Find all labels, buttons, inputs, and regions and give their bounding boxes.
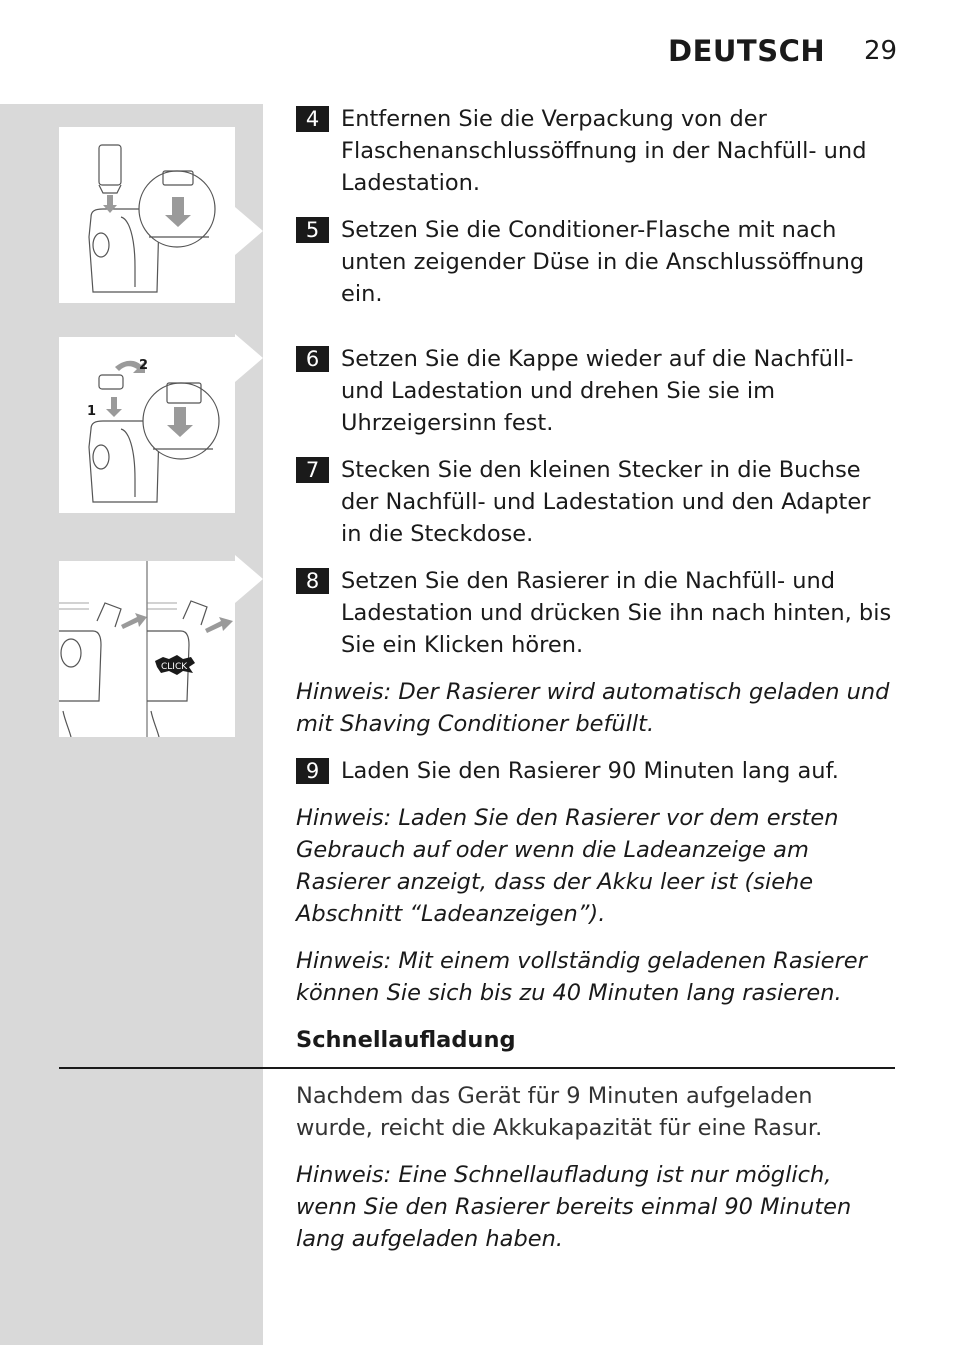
step-number: 4 [296, 106, 329, 132]
page-header-language: DEUTSCH [668, 34, 826, 68]
note-auto-charge: Hinweis: Der Rasierer wird automatisch geladen und mit Shaving Conditioner befüllt. [296, 679, 890, 737]
figure-label-2: 2 [139, 358, 149, 373]
section-divider [59, 1067, 895, 1069]
step-text: Setzen Sie den Rasierer in die Nachfüll- und Ladestation und drücken Sie ihn nach hinten, bis Sie ein Klicken hören. [341, 568, 892, 658]
illustration-pointer [235, 334, 263, 382]
step-text: Entfernen Sie die Verpackung von der Flaschenanschlussöffnung in der Nachfüll- und Ladestation. [341, 106, 867, 196]
note-first-use: Hinweis: Laden Sie den Rasierer vor dem ersten Gebrauch auf oder wenn die Ladeanzeige am Rasierer anzeigt, dass der Akku leer ist (siehe Abschnitt “Ladeanzeigen”). [296, 805, 839, 927]
step-text: Stecken Sie den kleinen Stecker in die Buchse der Nachfüll- und Ladestation und den Adapter in die Steckdose. [341, 457, 871, 547]
step-text: Laden Sie den Rasierer 90 Minuten lang auf. [341, 758, 839, 784]
page-number: 29 [864, 36, 898, 66]
section-heading-quick-charge: Schnellaufladung [296, 1027, 516, 1053]
step-number: 9 [296, 758, 329, 784]
step-5 [296, 214, 896, 310]
step-text: Setzen Sie die Conditioner-Flasche mit nach unten zeigender Düse in die Anschlussöffnung ein. [341, 217, 865, 307]
illustration-pointer [235, 207, 263, 255]
step-number: 7 [296, 457, 329, 483]
illustration-pointer [235, 555, 263, 603]
figure-label-1: 1 [87, 404, 97, 419]
note-quick-charge: Hinweis: Eine Schnellaufladung ist nur möglich, wenn Sie den Rasierer bereits einmal 90 Minuten lang aufgeladen haben. [296, 1162, 852, 1252]
step-9 [296, 755, 896, 787]
step-8 [296, 565, 896, 661]
step-text: Setzen Sie die Kappe wieder auf die Nachfüll- und Ladestation und drehen Sie sie im Uhrzeigersinn fest. [341, 346, 854, 436]
step-7 [296, 454, 896, 550]
step-6 [296, 343, 896, 439]
quick-charge-body: Nachdem das Gerät für 9 Minuten aufgeladen wurde, reicht die Akkukapazität für eine Rasur. [296, 1083, 823, 1141]
step-number: 5 [296, 217, 329, 243]
click-label: CLICK [161, 662, 188, 672]
steps-group-2 [296, 343, 896, 1056]
illustration-attach-cap [59, 337, 235, 513]
step-4 [296, 103, 896, 199]
step-number: 6 [296, 346, 329, 372]
illustration-insert-bottle [59, 127, 235, 303]
steps-group-1 [296, 103, 896, 325]
step-number: 8 [296, 568, 329, 594]
quick-charge-section [296, 1080, 896, 1270]
illustration-insert-shaver [59, 561, 235, 737]
note-shave-duration: Hinweis: Mit einem vollständig geladenen Rasierer können Sie sich bis zu 40 Minuten lang rasieren. [296, 948, 867, 1006]
